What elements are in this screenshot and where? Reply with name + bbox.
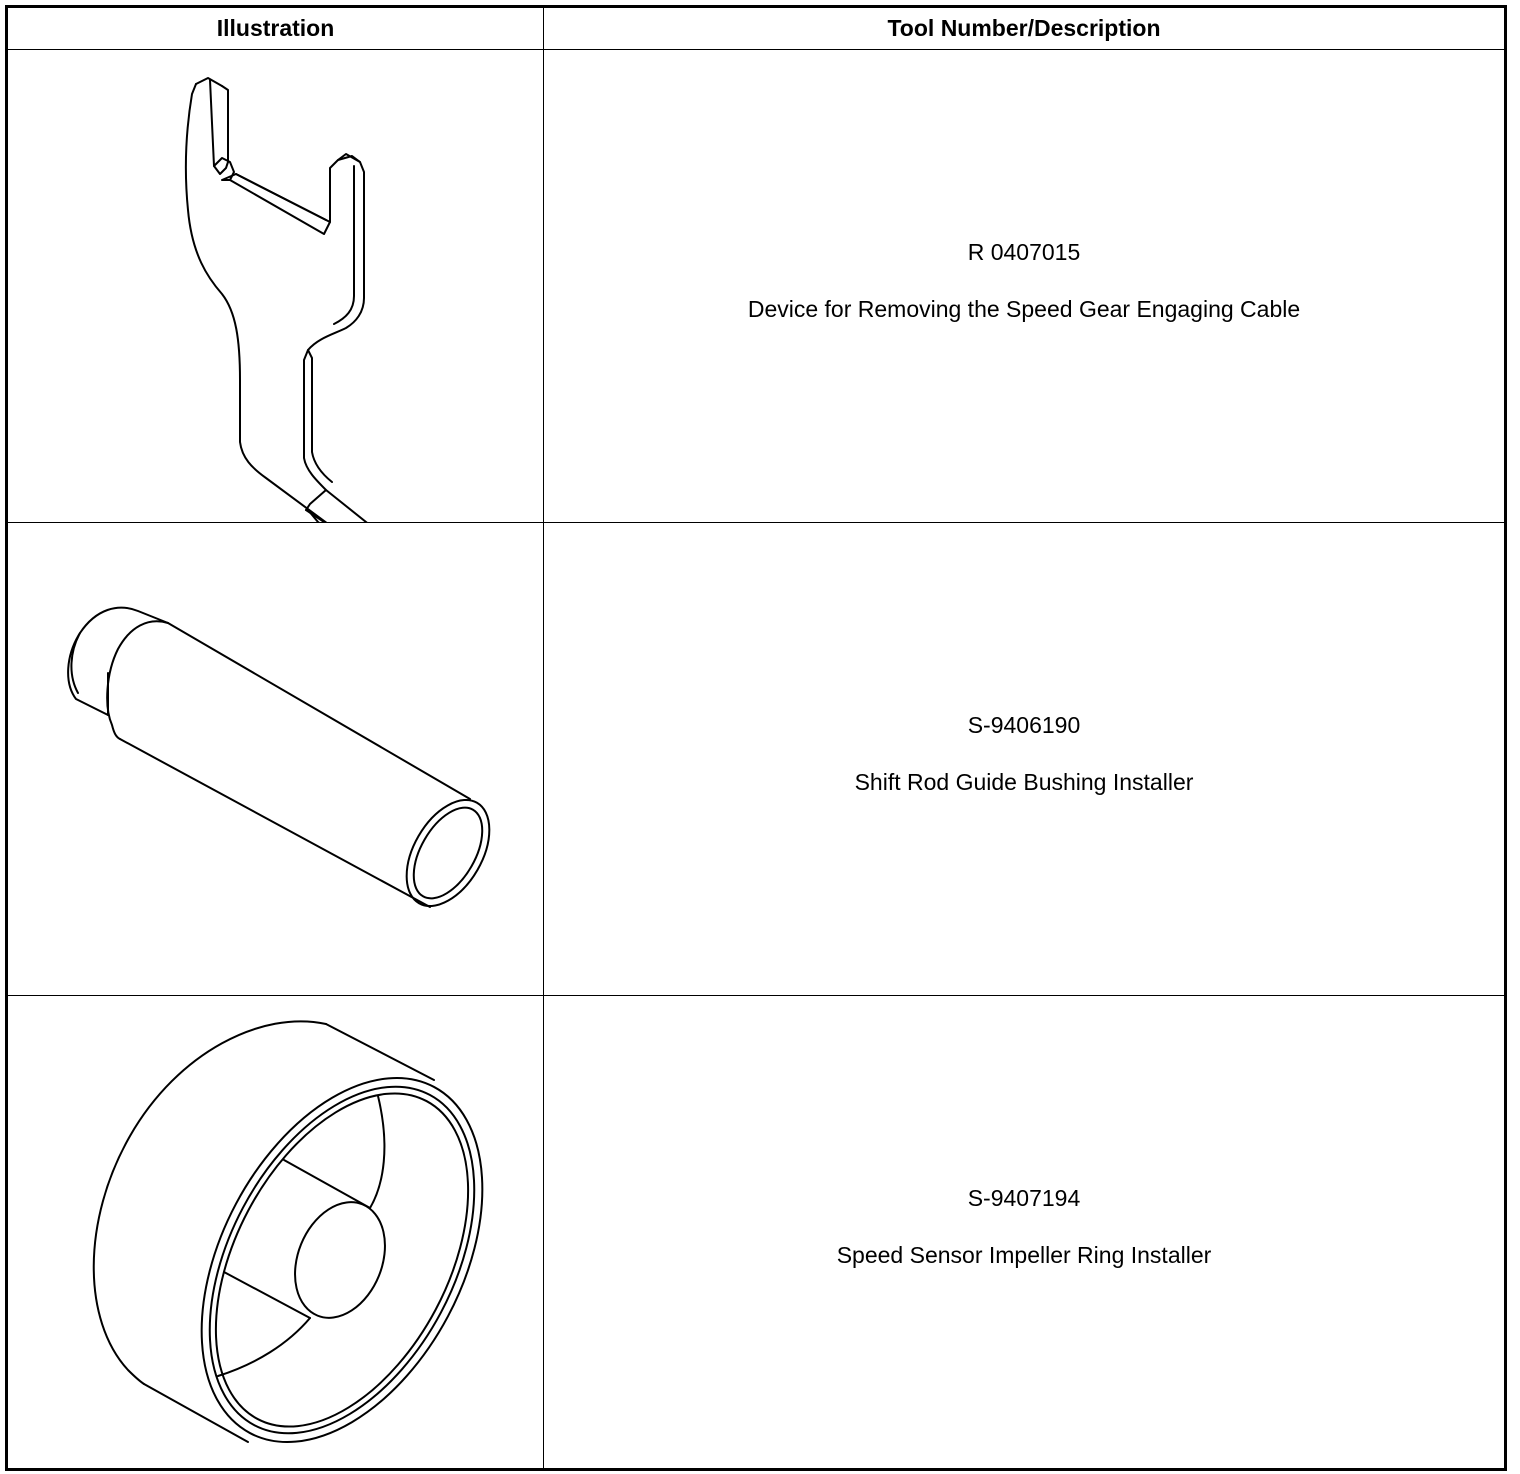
- header-tool-number-description: Tool Number/Description: [544, 7, 1506, 50]
- illustration-cell: [7, 523, 544, 996]
- impeller-ring-installer-icon: [8, 996, 545, 1468]
- tool-info-cell: [544, 996, 1506, 1470]
- tool-number: S-9406190: [967, 712, 1081, 738]
- tool-info-cell: [544, 523, 1506, 996]
- tool-number: S-9407194: [967, 1185, 1081, 1211]
- cable-removal-fork-icon: [8, 50, 545, 522]
- tool-number: R 0407015: [967, 239, 1081, 265]
- tool-info-cell: [544, 50, 1506, 523]
- tool-description: Device for Removing the Speed Gear Engaging Cable: [747, 296, 1301, 322]
- table-row: [7, 523, 1506, 996]
- header-illustration: Illustration: [7, 7, 544, 50]
- table-row: [7, 50, 1506, 523]
- illustration-cell: [7, 50, 544, 523]
- table-row: [7, 996, 1506, 1470]
- special-tools-table: [5, 5, 1507, 1471]
- header-row: [7, 7, 1506, 50]
- tool-description: Speed Sensor Impeller Ring Installer: [836, 1242, 1212, 1268]
- illustration-cell: [7, 996, 544, 1470]
- tool-description: Shift Rod Guide Bushing Installer: [854, 769, 1194, 795]
- bushing-installer-cylinder-icon: [8, 523, 545, 995]
